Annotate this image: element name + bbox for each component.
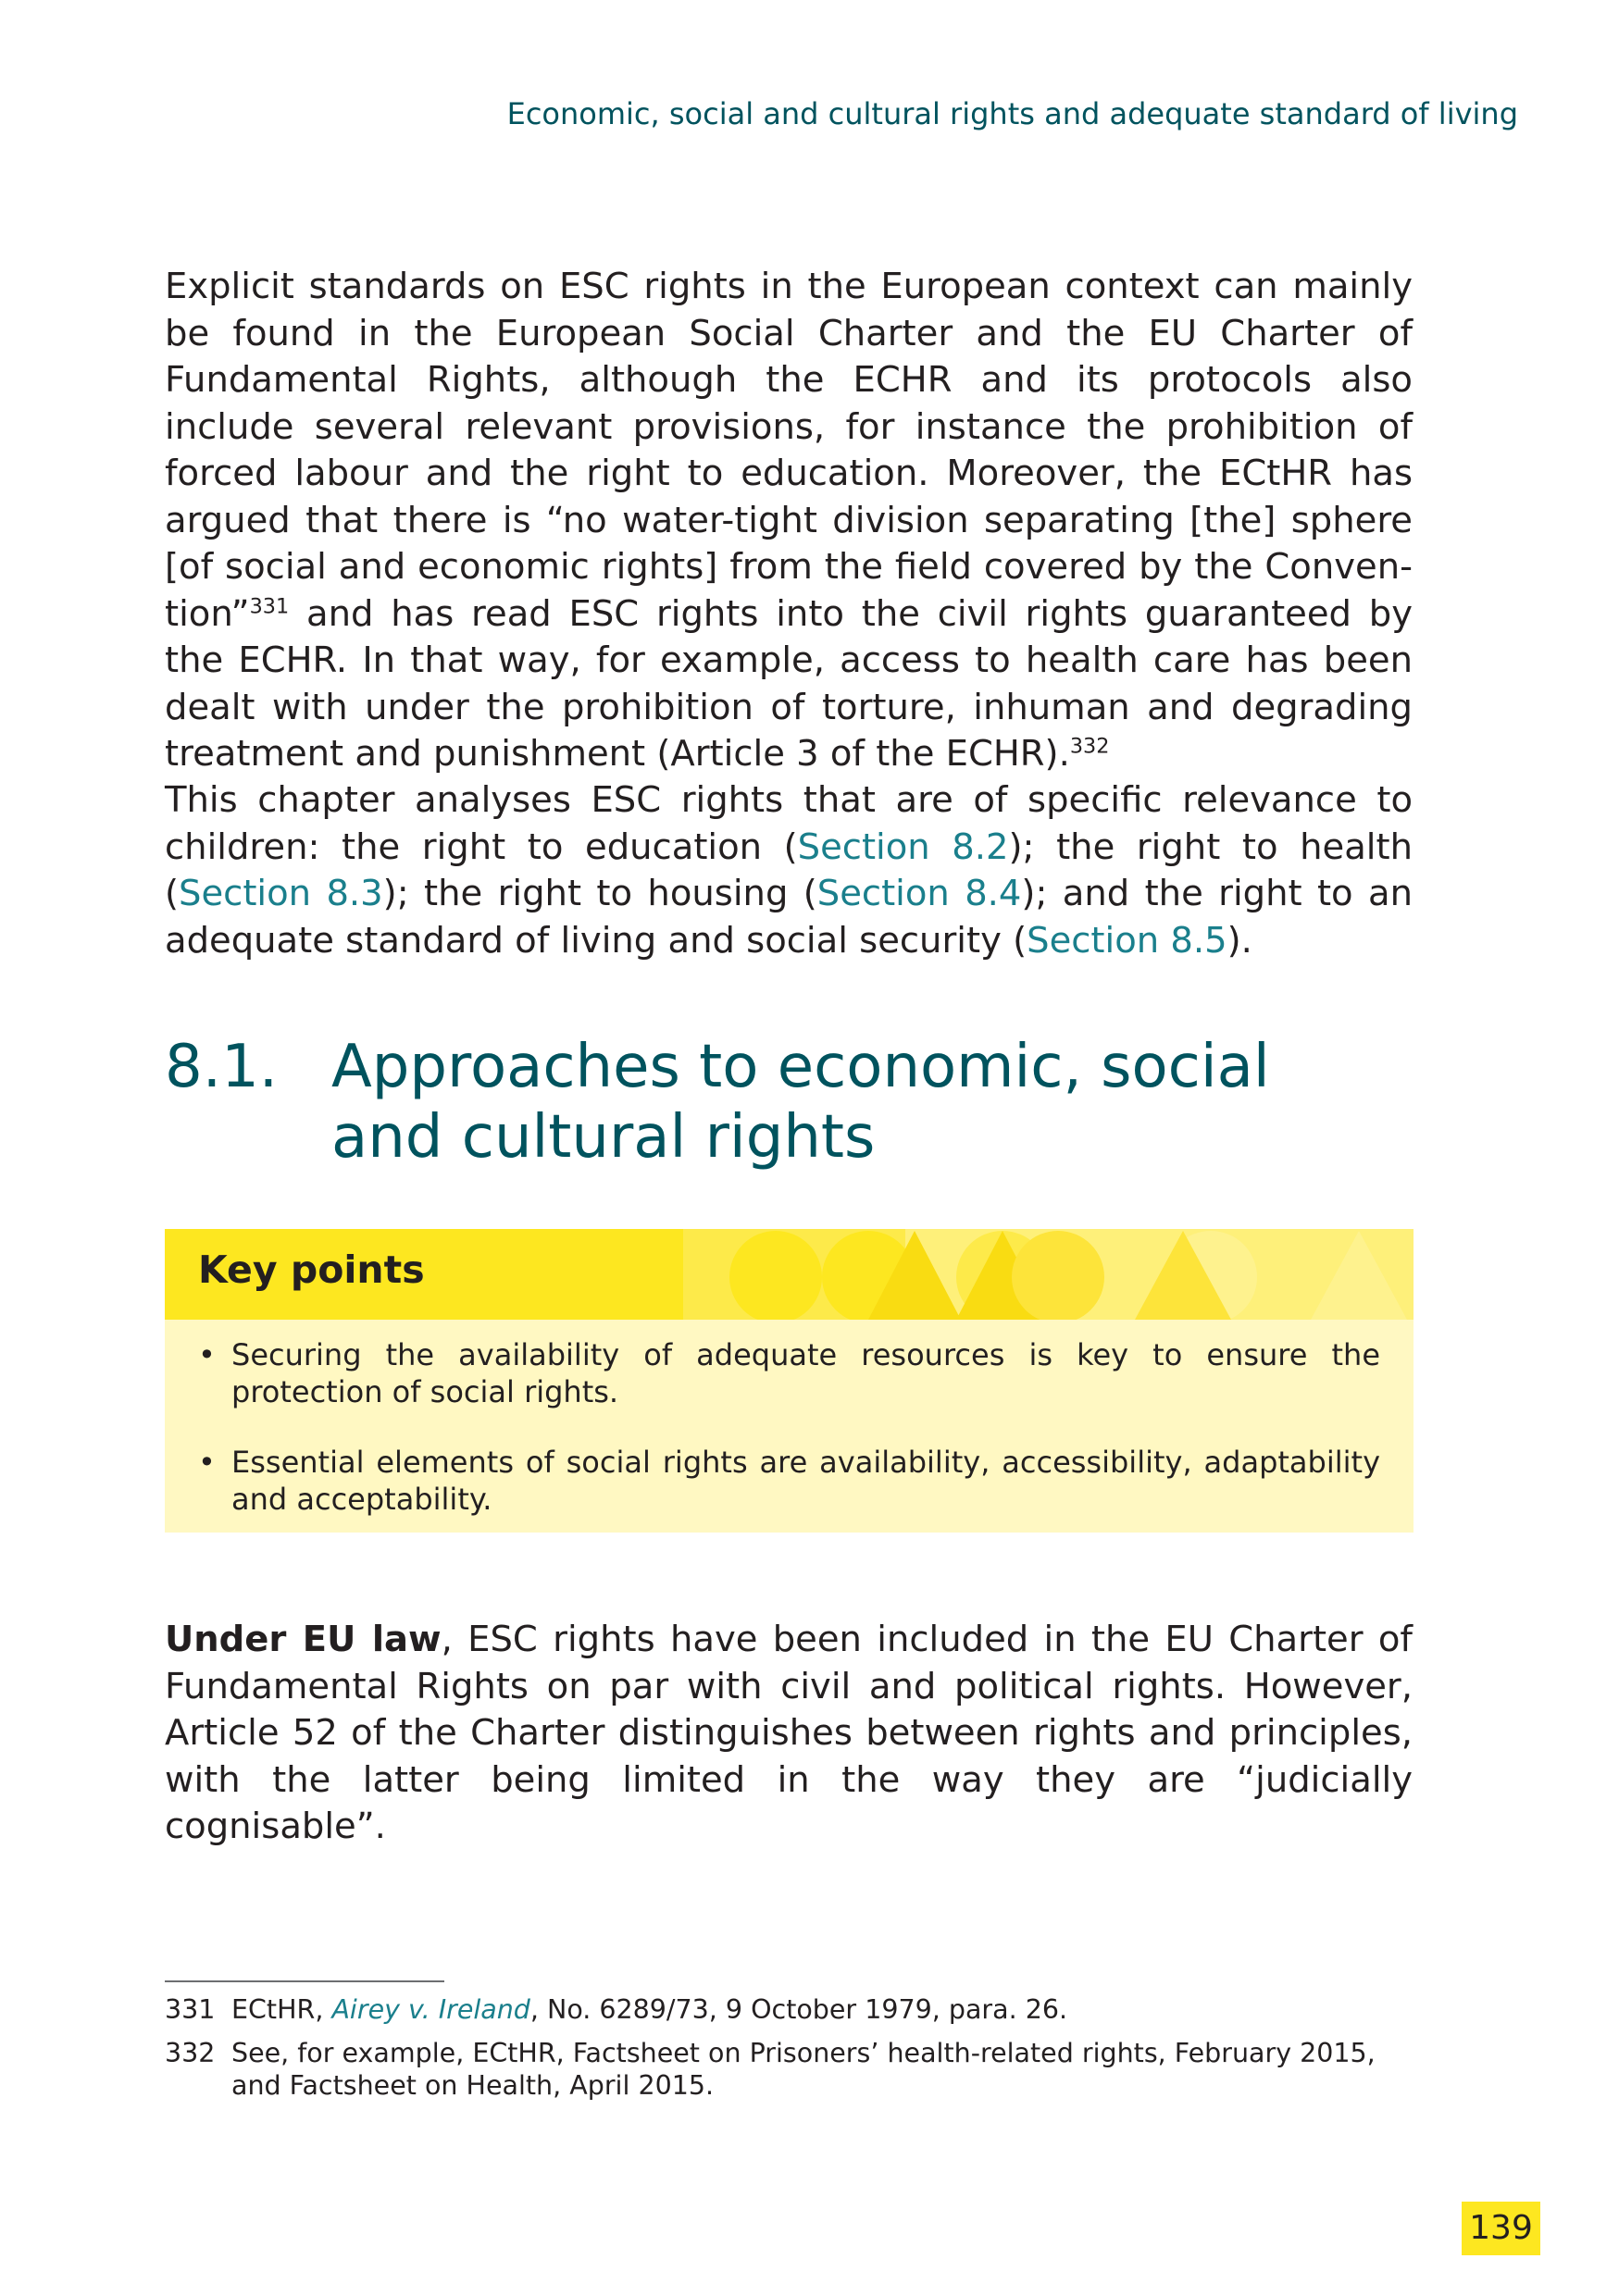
link-section-8-5[interactable]: Section 8.5: [1027, 919, 1227, 962]
key-point-text: Securing the availability of adequate resources is key to ensure the protection of social rights.: [231, 1337, 1380, 1409]
eu-law-text: , ESC rights have been included in the EU Charter of Fundamental Rights on par with civil and political rights. However, Article 52 of the Charter distinguishes between rights and principles, with the latter being limited in the way they are “judicially cognisable”.: [165, 1619, 1413, 1847]
key-points-box: [165, 1229, 1414, 1533]
footnote-text: See, for example, ECtHR, Factsheet on Prisoners’ health-related rights, February 2015, and Factsheet on Health, April 2015.: [231, 2038, 1376, 2101]
overview-text-5: ).: [1227, 919, 1252, 962]
footnote-ref-331[interactable]: 331: [249, 594, 290, 619]
link-section-8-4[interactable]: Section 8.4: [816, 873, 1022, 914]
chapter-overview-paragraph: [165, 777, 1413, 964]
key-points-list: [198, 1336, 1380, 1551]
case-link-airey-v-ireland[interactable]: Airey v. Ireland: [331, 1994, 530, 2025]
key-point-item: [198, 1444, 1380, 1518]
key-point-text: Essential elements of social rights are availability, accessibility, adaptability and acceptability.: [231, 1445, 1380, 1517]
key-point-item: [198, 1336, 1380, 1410]
footnote-text: [231, 1993, 1398, 2026]
running-header: Economic, social and cultural rights and adequate standard of living: [506, 96, 1518, 131]
footnote-number: 332: [165, 2038, 216, 2068]
intro-paragraph: [165, 264, 1413, 778]
section-number: 8.1.: [165, 1033, 279, 1101]
footnote-ref-332[interactable]: 332: [1069, 734, 1110, 759]
link-section-8-3[interactable]: Section 8.3: [179, 873, 383, 914]
page-number: 139: [1462, 2202, 1540, 2255]
intro-text-part1: Explicit standards on ESC rights in the European context can mainly be found in the European Social Charter and the EU Charter of Fundamental Rights, although the ECHR and its protocols also include several relevant provisions, for instance the prohibition of forced labour and the right to education. Moreover, the ECtHR has argued that there is “no water-tight division separating [the] sphere [of social and economic rights] from the field covered by the Convention”: [165, 266, 1413, 635]
eu-law-paragraph: [165, 1617, 1413, 1851]
footnote-divider: [165, 1980, 444, 1982]
footnote-pre: ECtHR,: [231, 1994, 332, 2025]
key-points-header: [165, 1229, 1414, 1320]
section-title: Approaches to economic, social and cultural rights: [331, 1033, 1270, 1172]
footnote-post: , No. 6289/73, 9 October 1979, para. 26.: [529, 1994, 1068, 2025]
eu-law-label: Under EU law: [165, 1619, 442, 1660]
bullet-icon: •: [198, 1337, 216, 1372]
key-points-title: Key points: [198, 1247, 425, 1292]
overview-text-1: This chapter analyses ESC rights that are of specific relevance to children: the right to education (: [165, 779, 1413, 868]
bullet-icon: •: [198, 1445, 216, 1480]
overview-text-3: ); the right to housing (: [382, 873, 817, 914]
overview-text-2: ); the right to health (: [165, 825, 1413, 914]
footnote-number: 331: [165, 1994, 216, 2025]
overview-text-4: ); and the right to an adequate standard of living and social security (: [165, 873, 1413, 962]
link-section-8-2[interactable]: Section 8.2: [797, 825, 1009, 868]
intro-text-part2: and has read ESC rights into the civil rights guaranteed by the ECHR. In that way, for example, access to health care has been dealt with under the prohibition of torture, inhuman and degrading treatment and punishment (Article 3 of the ECHR).: [165, 592, 1413, 775]
